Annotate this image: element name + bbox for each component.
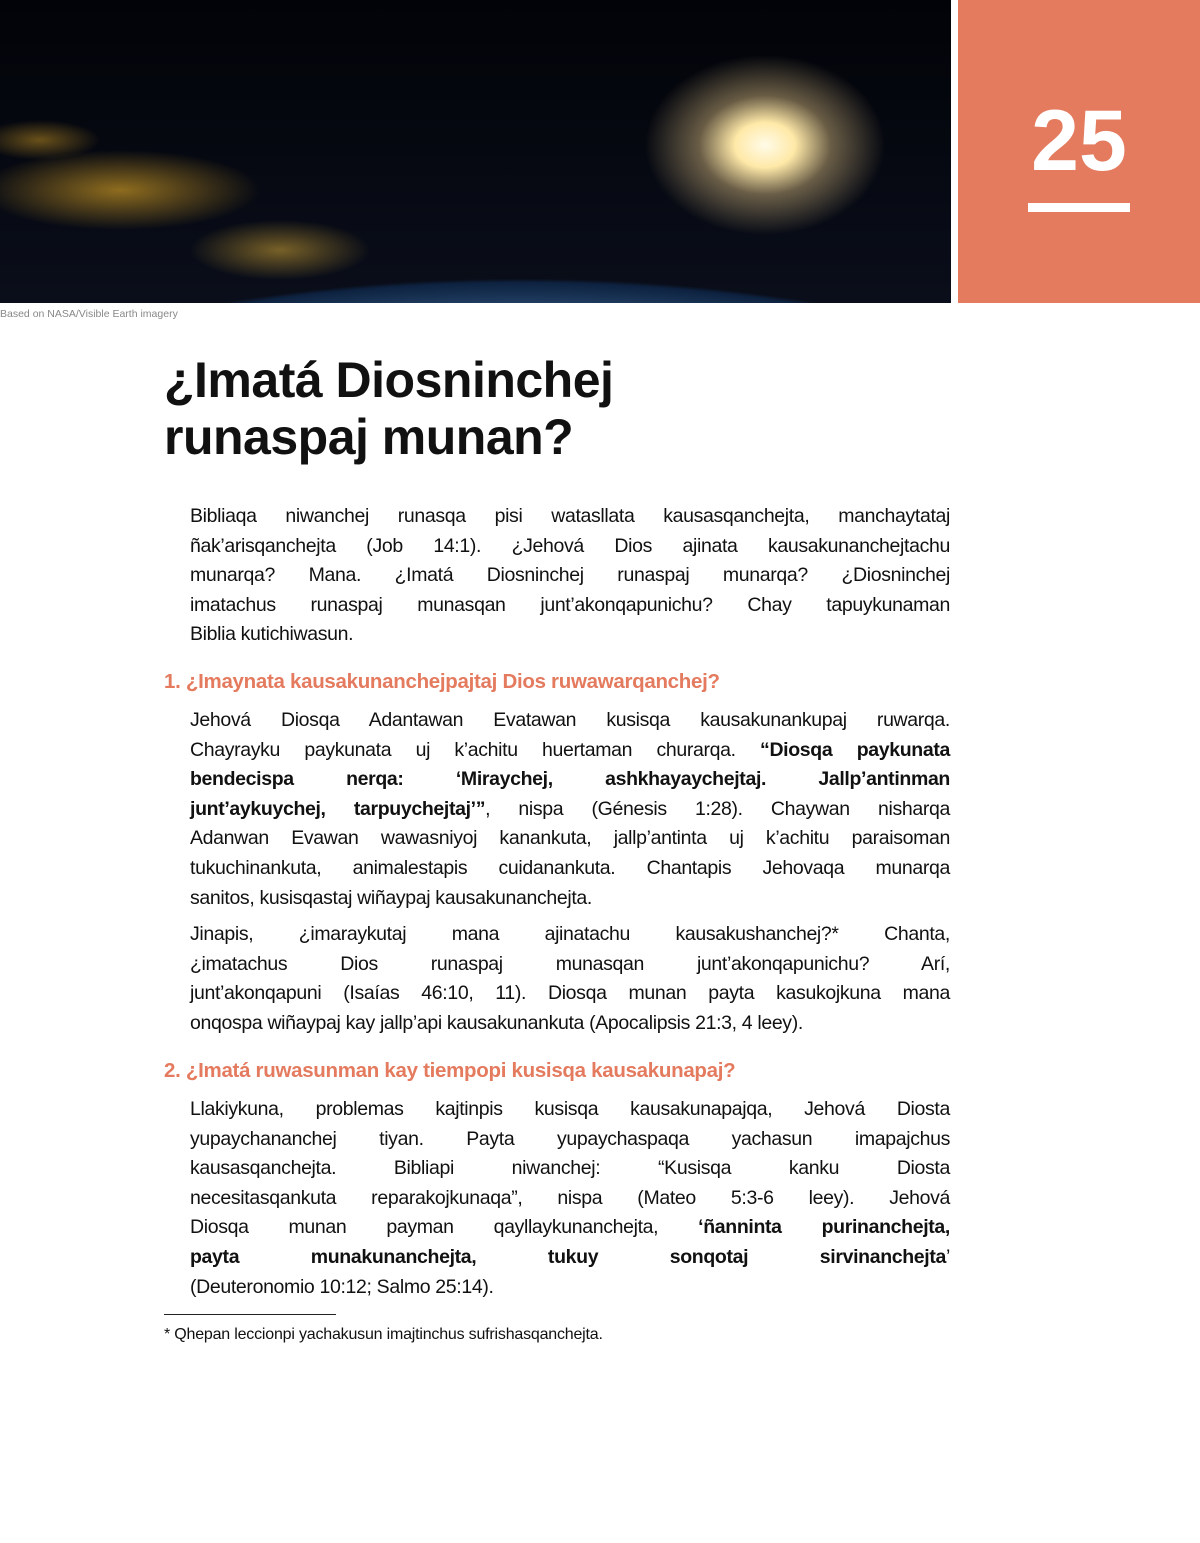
text-run: imatachus runaspaj munasqan junt’akonqapunichu? Chay tapuykunaman (190, 593, 950, 616)
bold-quote: payta munakunanchejta, tukuy sonqotaj sirvinanchejta (190, 1245, 947, 1268)
text-line (190, 736, 950, 766)
text-line (190, 532, 950, 562)
text-line (190, 824, 950, 854)
bold-quote: junt’aykuychej, tarpuychejtaj’” (190, 797, 486, 820)
image-credit: Based on NASA/Visible Earth imagery (0, 308, 178, 320)
text-line (190, 502, 950, 532)
text-line (190, 1213, 950, 1243)
lesson-number-badge (958, 0, 1200, 303)
text-run: ¿imatachus Dios runaspaj munasqan junt’akonqapunichu? Arí, (190, 952, 950, 975)
text-run: Jehová Diosqa Adantawan Evatawan kusisqa kausakunankupaj ruwarqa. (190, 709, 950, 731)
text-run: necesitasqankuta reparakojkunaqa”, nispa (Mateo 5:3-6 leey). Jehová (190, 1186, 950, 1209)
text-line (190, 561, 950, 591)
text-line (190, 1184, 950, 1214)
text-run: (Deuteronomio 10:12; Salmo 25:14). (190, 1275, 494, 1298)
text-line (190, 854, 950, 884)
text-line (190, 1243, 950, 1273)
text-line (190, 620, 950, 650)
text-line (190, 979, 950, 1009)
title-line: runaspaj munan? (164, 409, 574, 465)
text-run: munarqa? Mana. ¿Imatá Diosninchej runaspaj munarqa? ¿Diosninchej (190, 564, 950, 587)
text-run: Llakiykuna, problemas kajtinpis kusisqa kausakunapajqa, Jehová Diosta (190, 1098, 950, 1120)
text-run: yupaychananchej tiyan. Payta yupaychaspaqa yachasun imapajchus (190, 1127, 950, 1150)
section-1-paragraph-2 (190, 920, 950, 1038)
text-run: Diosqa munan payman qayllaykunanchejta, (190, 1216, 699, 1239)
text-line (190, 765, 950, 795)
text-run: sanitos, kusisqastaj wiñaypaj kausakunanchejta. (190, 886, 592, 909)
text-line (190, 920, 950, 950)
page-title (164, 352, 613, 466)
text-run: Bibliaqa niwanchej runasqa pisi watasllata kausasqanchejta, manchaytataj (190, 505, 950, 527)
text-run: Biblia kutichiwasun. (190, 623, 354, 646)
earth-from-space-image (0, 0, 951, 303)
text-run: Jinapis, ¿imaraykutaj mana ajinatachu kausakushanchej?* Chanta, (190, 923, 950, 945)
text-line (190, 1095, 950, 1125)
text-run: onqospa wiñaypaj kay jallp’api kausakunankuta (Apocalipsis 21:3, 4 leey). (190, 1011, 803, 1034)
bold-quote: ‘ñanninta purinanchejta, (698, 1216, 950, 1239)
text-line (190, 950, 950, 980)
text-run: ’ (946, 1245, 950, 1268)
text-run: junt’akonqapuni (Isaías 46:10, 11). Diosqa munan payta kasukojkuna mana (190, 982, 950, 1005)
text-run: , nispa (Génesis 1:28). Chaywan nisharqa (485, 797, 950, 820)
city-lights (0, 100, 380, 300)
text-run: tukuchinankuta, animalestapis cuidanankuta. Chantapis Jehovaqa munarqa (190, 856, 950, 879)
text-line (190, 795, 950, 825)
question-2-heading: 2. ¿Imatá ruwasunman kay tiempopi kusisqa kausakunapaj? (164, 1059, 736, 1082)
text-run: kausasqanchejta. Bibliapi niwanchej: “Kusisqa kanku Diosta (190, 1157, 950, 1180)
question-1-heading: 1. ¿Imaynata kausakunanchejpajtaj Dios ruwawarqanchej? (164, 670, 720, 693)
text-line (190, 1273, 950, 1303)
text-run: Adanwan Evawan wawasniyoj kanankuta, jallp’antinta uj k’achitu paraisoman (190, 827, 950, 850)
section-2-paragraph-1 (190, 1095, 950, 1302)
section-1-paragraph-1 (190, 706, 950, 913)
text-run: Chayrayku paykunata uj k’achitu huertaman churarqa. (190, 738, 761, 761)
text-line (190, 706, 950, 736)
text-run: ñak’arisqanchejta (Job 14:1). ¿Jehová Dios ajinata kausakunanchejtachu (190, 534, 950, 557)
lesson-number: 25 (1031, 93, 1127, 189)
intro-paragraph (190, 502, 950, 650)
lesson-number-underline (1028, 203, 1130, 212)
text-line (190, 1125, 950, 1155)
text-line (190, 1009, 950, 1039)
text-line (190, 591, 950, 621)
footnote: * Qhepan leccionpi yachakusun imajtinchus sufrishasqanchejta. (164, 1326, 603, 1343)
title-line: ¿Imatá Diosninchej (164, 352, 614, 408)
footnote-divider (164, 1314, 336, 1315)
bold-quote: “Diosqa paykunata (760, 738, 951, 761)
text-line (190, 884, 950, 914)
text-line (190, 1154, 950, 1184)
bold-quote: bendecispa nerqa: ‘Miraychej, ashkhayaychejtaj. Jallp’antinman (190, 768, 950, 791)
